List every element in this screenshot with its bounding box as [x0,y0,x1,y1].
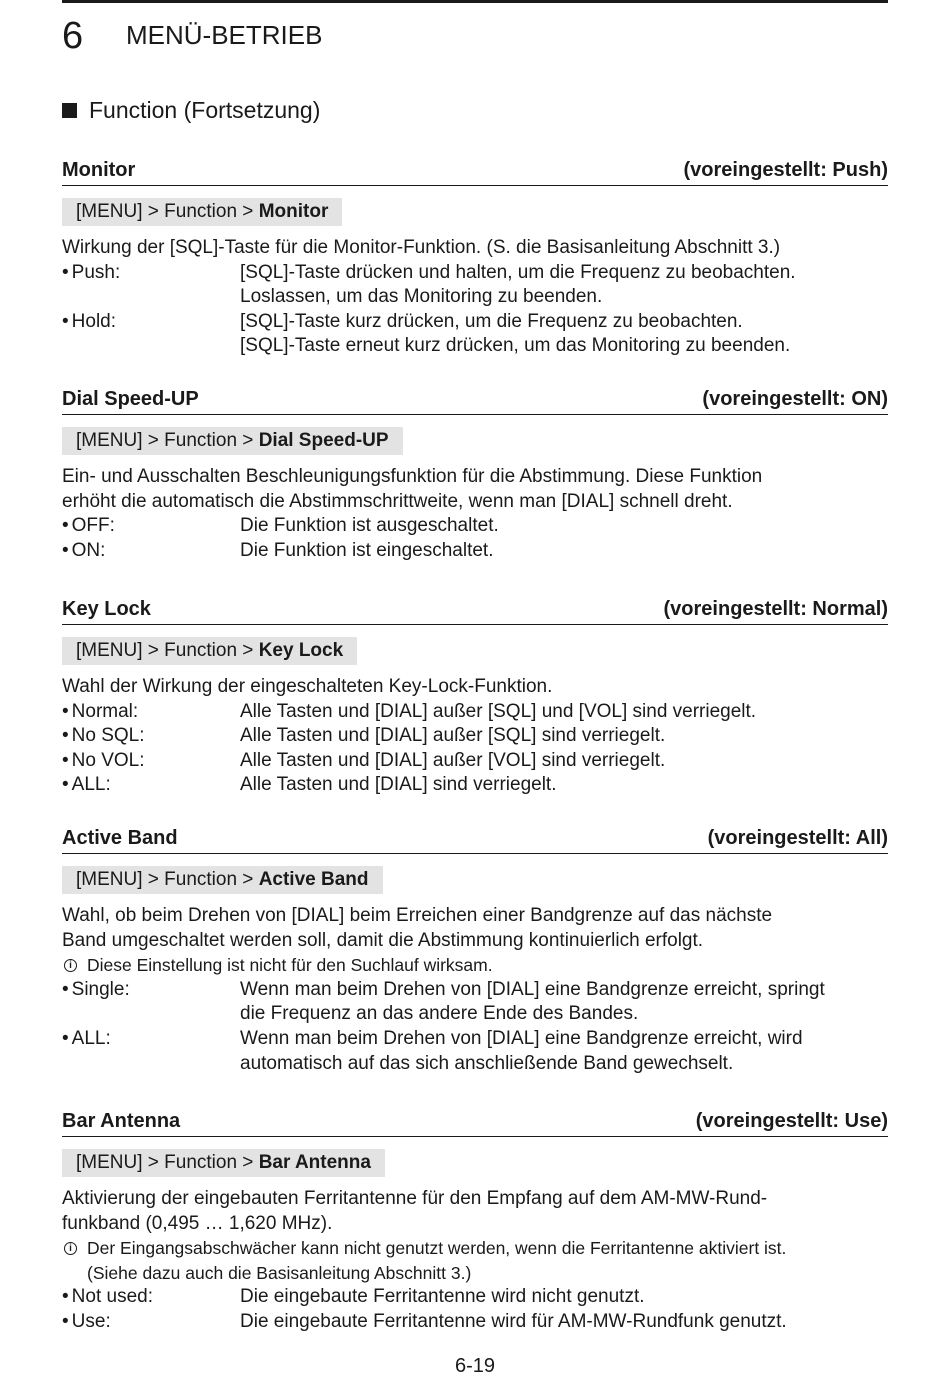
option-line: die Frequenz an das andere Ende des Bandes. [240,1003,639,1025]
settings-section [62,1108,888,1335]
section-title: Dial Speed-UP [62,388,199,410]
menu-path-wrapper [62,854,888,904]
section-header [62,1108,888,1137]
section-default: (voreingestellt: Use) [695,1110,888,1132]
option-item [62,310,888,359]
settings-section [62,157,888,359]
section-title: Active Band [62,827,178,849]
menu-path-prefix: [MENU] > Function > [76,869,259,890]
menu-path-wrapper [62,625,888,675]
section-default: (voreingestellt: Normal) [663,598,888,620]
option-description [240,773,888,798]
menu-path-item: Active Band [258,869,369,890]
menu-path-item: Key Lock [258,640,344,661]
option-item [62,773,888,798]
option-description [240,700,888,725]
subheading-text: Function (Fortsetzung) [89,97,321,123]
intro-line: Wahl, ob beim Drehen von [DIAL] beim Erreichen einer Bandgrenze auf das nächste [62,905,773,926]
menu-path [62,866,383,894]
option-item [62,1310,888,1335]
option-line: [SQL]-Taste erneut kurz drücken, um das Monitoring zu beenden. [240,335,791,357]
intro-line: erhöht die automatisch die Abstimmschrittweite, wenn man [DIAL] schnell dreht. [62,490,733,512]
option-label: • Not used: [62,1285,240,1310]
info-note-text [87,953,493,978]
info-note-line: (Siehe dazu auch die Basisanleitung Abschnitt 3.) [87,1262,472,1283]
section-default: (voreingestellt: ON) [702,388,888,410]
info-icon: i [64,959,77,972]
intro-line: funkband (0,495 … 1,620 MHz). [62,1212,333,1234]
option-line: Alle Tasten und [DIAL] außer [VOL] sind verriegelt. [240,749,666,771]
option-label: • Single: [62,978,240,1027]
square-bullet-icon [62,103,77,118]
subheading [62,95,320,125]
option-line: Die Funktion ist eingeschaltet. [240,539,494,561]
option-description [240,539,888,564]
info-icon: i [64,1242,77,1255]
menu-path-wrapper [62,1137,888,1187]
page-number: 6-19 [454,1355,496,1377]
option-item [62,700,888,725]
option-line: automatisch auf das sich anschließende Band gewechselt. [240,1052,734,1074]
menu-path-item: Dial Speed-UP [258,430,389,451]
top-rule [62,0,888,3]
option-line: Wenn man beim Drehen von [DIAL] eine Bandgrenze erreicht, wird [240,1027,803,1049]
option-description [240,978,888,1027]
option-line: Alle Tasten und [DIAL] außer [SQL] und [VOL] sind verriegelt. [240,700,757,722]
intro-line: Wirkung der [SQL]-Taste für die Monitor-Funktion. (S. die Basisanleitung Abschnitt 3.) [62,237,781,258]
menu-path-prefix: [MENU] > Function > [76,1152,259,1173]
info-note-line: Diese Einstellung ist nicht für den Suchlauf wirksam. [87,955,493,976]
option-description [240,261,888,310]
option-line: Die eingebaute Ferritantenne wird nicht genutzt. [240,1286,645,1308]
option-line: Loslassen, um das Monitoring zu beenden. [240,286,603,308]
section-header [62,596,888,625]
settings-section [62,596,888,798]
settings-section [62,386,888,563]
option-label: • OFF: [62,514,240,539]
intro-line: Wahl der Wirkung der eingeschalteten Key-Lock-Funktion. [62,676,553,697]
section-title: Key Lock [62,598,151,620]
menu-path-item: Bar Antenna [258,1152,371,1173]
option-description [240,1027,888,1076]
option-description [240,724,888,749]
menu-path-prefix: [MENU] > Function > [76,201,259,222]
option-label: • Use: [62,1310,240,1335]
option-item [62,1027,888,1076]
info-note [62,1236,888,1285]
option-description [240,749,888,774]
menu-path-wrapper [62,186,888,236]
option-label: • Push: [62,261,240,310]
option-label: • No VOL: [62,749,240,774]
option-label: • ALL: [62,773,240,798]
section-header [62,825,888,854]
option-description [240,310,888,359]
option-item [62,1285,888,1310]
menu-path [62,637,357,665]
settings-section [62,825,888,1076]
option-label: • No SQL: [62,724,240,749]
option-label: • ON: [62,539,240,564]
menu-path-prefix: [MENU] > Function > [76,430,259,451]
option-line: Alle Tasten und [DIAL] sind verriegelt. [240,774,557,796]
option-description [240,514,888,539]
chapter-number: 6 [62,15,84,57]
option-item [62,514,888,539]
option-item [62,261,888,310]
option-line: Die eingebaute Ferritantenne wird für AM-MW-Rundfunk genutzt. [240,1310,787,1332]
menu-path-item: Monitor [258,201,329,222]
option-line: Alle Tasten und [DIAL] außer [SQL] sind verriegelt. [240,725,666,747]
section-header [62,386,888,415]
option-description [240,1285,888,1310]
menu-path [62,1149,385,1177]
option-item [62,749,888,774]
option-item [62,724,888,749]
info-note-line: Der Eingangsabschwächer kann nicht genutzt werden, wenn die Ferritantenne aktiviert ist. [87,1238,787,1259]
menu-path [62,427,403,455]
option-description [240,1310,888,1335]
chapter-title: MENÜ-BETRIEB [126,20,323,50]
option-line: Die Funktion ist ausgeschaltet. [240,515,499,537]
info-note [62,953,888,978]
option-line: [SQL]-Taste kurz drücken, um die Frequenz zu beobachten. [240,310,743,332]
section-header [62,157,888,186]
section-default: (voreingestellt: Push) [683,159,888,181]
option-item [62,978,888,1027]
option-line: [SQL]-Taste drücken und halten, um die Frequenz zu beobachten. [240,261,796,283]
intro-line: Ein- und Ausschalten Beschleunigungsfunktion für die Abstimmung. Diese Funktion [62,466,763,487]
section-title: Monitor [62,159,136,181]
option-line: Wenn man beim Drehen von [DIAL] eine Bandgrenze erreicht, springt [240,978,825,1000]
option-label: • ALL: [62,1027,240,1076]
section-title: Bar Antenna [62,1110,181,1132]
section-default: (voreingestellt: All) [707,827,888,849]
intro-line: Band umgeschaltet werden soll, damit die Abstimmung kontinuierlich erfolgt. [62,929,704,951]
menu-path-wrapper [62,415,888,465]
option-label: • Normal: [62,700,240,725]
option-item [62,539,888,564]
menu-path [62,198,342,226]
info-note-text [87,1236,786,1285]
option-label: • Hold: [62,310,240,359]
menu-path-prefix: [MENU] > Function > [76,640,259,661]
intro-line: Aktivierung der eingebauten Ferritantenne für den Empfang auf dem AM-MW-Rund- [62,1188,768,1209]
